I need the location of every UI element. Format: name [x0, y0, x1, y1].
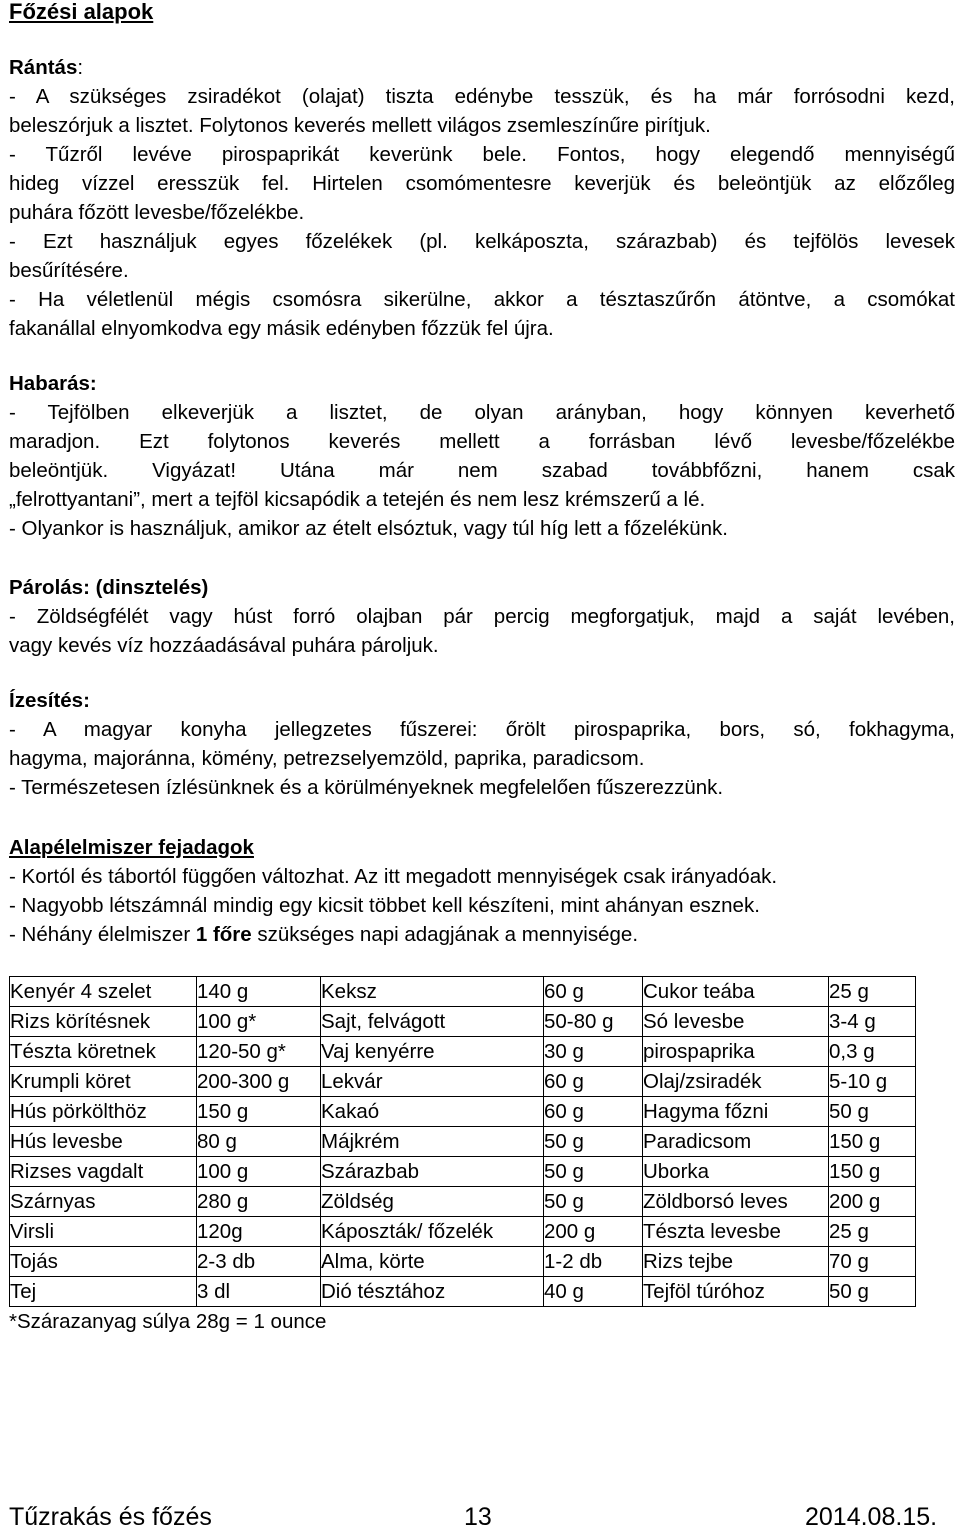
rantas-heading: Rántás [9, 56, 78, 79]
food-item-cell: Tejföl túróhoz [643, 1277, 829, 1307]
food-item-cell: Lekvár [321, 1067, 544, 1097]
food-amount-cell: 60 g [544, 977, 643, 1007]
food-amount-cell: 1-2 db [544, 1247, 643, 1277]
ration-table [9, 976, 916, 1307]
food-item-cell: Hús levesbe [10, 1127, 197, 1157]
rantas-body [9, 82, 955, 343]
food-amount-cell: 50 g [544, 1157, 643, 1187]
section-parolas [9, 573, 955, 660]
rantas-heading-colon: : [77, 56, 84, 79]
rantas-line: - Tűzről levéve pirospaprikát keverünk bele. Fontos, hogy elegendő mennyiségű [9, 143, 955, 166]
habaras-line: maradjon. Ezt folytonos keverés mellett a forrásban lévő levesbe/főzelékbe [9, 430, 955, 453]
food-amount-cell: 40 g [544, 1277, 643, 1307]
fejadagok-heading: Alapélelmiszer fejadagok [9, 836, 254, 859]
fejadagok-line-3-pre: - Néhány élelmiszer [9, 923, 196, 946]
rantas-line: besűrítésére. [9, 259, 129, 282]
food-amount-cell: 50 g [544, 1187, 643, 1217]
table-row [10, 1067, 916, 1097]
food-amount-cell: 100 g* [197, 1007, 321, 1037]
izesites-body [9, 715, 955, 802]
food-item-cell: Kakaó [321, 1097, 544, 1127]
habaras-body [9, 398, 955, 543]
habaras-line: - Tejfölben elkeverjük a lisztet, de olyan arányban, hogy könnyen keverhető [9, 401, 955, 424]
fejadagok-line-3-bold: 1 főre [195, 923, 252, 946]
table-row [10, 1277, 916, 1307]
food-item-cell: Szárazbab [321, 1157, 544, 1187]
food-amount-cell: 200-300 g [197, 1067, 321, 1097]
food-amount-cell: 50 g [829, 1277, 916, 1307]
food-amount-cell: 150 g [829, 1127, 916, 1157]
section-habaras [9, 369, 955, 543]
food-item-cell: Virsli [10, 1217, 197, 1247]
food-item-cell: Májkrém [321, 1127, 544, 1157]
table-row [10, 1247, 916, 1277]
parolas-line: vagy kevés víz hozzáadásával puhára pároljuk. [9, 634, 439, 657]
izesites-line: hagyma, majoránna, kömény, petrezselyemzöld, paprika, paradicsom. [9, 747, 645, 770]
rantas-line: - Ezt használjuk egyes főzelékek (pl. kelkáposzta, szárazbab) és tejfölös levesek [9, 230, 955, 253]
section-rantas [9, 53, 955, 343]
food-amount-cell: 5-10 g [829, 1067, 916, 1097]
food-item-cell: Só levesbe [643, 1007, 829, 1037]
food-item-cell: Paradicsom [643, 1127, 829, 1157]
food-item-cell: Zöldség [321, 1187, 544, 1217]
rantas-line: hideg vízzel eresszük fel. Hirtelen csomómentesre keverjük és beleöntjük az előzőleg [9, 172, 955, 195]
food-amount-cell: 140 g [197, 977, 321, 1007]
section-izesites [9, 686, 955, 802]
table-row [10, 1187, 916, 1217]
food-item-cell: Tészta köretnek [10, 1037, 197, 1067]
food-item-cell: Tészta levesbe [643, 1217, 829, 1247]
food-item-cell: Tej [10, 1277, 197, 1307]
food-amount-cell: 200 g [829, 1187, 916, 1217]
food-item-cell: pirospaprika [643, 1037, 829, 1067]
table-row [10, 1097, 916, 1127]
food-item-cell: Rizses vagdalt [10, 1157, 197, 1187]
food-amount-cell: 3 dl [197, 1277, 321, 1307]
fejadagok-line-3 [9, 920, 955, 949]
parolas-heading: Párolás: (dinsztelés) [9, 576, 209, 599]
food-item-cell: Zöldborsó leves [643, 1187, 829, 1217]
page-title: Főzési alapok [9, 0, 154, 24]
food-amount-cell: 60 g [544, 1067, 643, 1097]
food-amount-cell: 25 g [829, 1217, 916, 1247]
food-item-cell: Rizs tejbe [643, 1247, 829, 1277]
izesites-line: - A magyar konyha jellegzetes fűszerei: őrölt pirospaprika, bors, só, fokhagyma, [9, 718, 955, 741]
table-row [10, 1157, 916, 1187]
table-row [10, 1217, 916, 1247]
food-item-cell: Krumpli köret [10, 1067, 197, 1097]
food-amount-cell: 3-4 g [829, 1007, 916, 1037]
food-amount-cell: 150 g [829, 1157, 916, 1187]
food-amount-cell: 200 g [544, 1217, 643, 1247]
footer-page-number: 13 [464, 1503, 492, 1531]
rantas-line: - Ha véletlenül mégis csomósra sikerülne, akkor a tésztaszűrőn átöntve, a csomókat [9, 288, 955, 311]
habaras-line: beleöntjük. Vigyázat! Utána már nem szabad továbbfőzni, hanem csak [9, 459, 955, 482]
food-item-cell: Dió tésztához [321, 1277, 544, 1307]
food-amount-cell: 70 g [829, 1247, 916, 1277]
footer-date: 2014.08.15. [805, 1503, 938, 1531]
food-item-cell: Tojás [10, 1247, 197, 1277]
table-row [10, 1037, 916, 1067]
food-item-cell: Káposzták/ főzelék [321, 1217, 544, 1247]
food-item-cell: Hús pörkölthöz [10, 1097, 197, 1127]
parolas-line: - Zöldségfélét vagy húst forró olajban pár percig megforgatjuk, majd a saját levében, [9, 605, 955, 628]
food-item-cell: Keksz [321, 977, 544, 1007]
food-amount-cell: 60 g [544, 1097, 643, 1127]
table-row [10, 1127, 916, 1157]
food-item-cell: Kenyér 4 szelet [10, 977, 197, 1007]
food-amount-cell: 100 g [197, 1157, 321, 1187]
table-row [10, 1007, 916, 1037]
food-item-cell: Alma, körte [321, 1247, 544, 1277]
food-item-cell: Hagyma főzni [643, 1097, 829, 1127]
food-amount-cell: 280 g [197, 1187, 321, 1217]
food-item-cell: Uborka [643, 1157, 829, 1187]
food-amount-cell: 120g [197, 1217, 321, 1247]
food-amount-cell: 0,3 g [829, 1037, 916, 1067]
food-item-cell: Rizs körítésnek [10, 1007, 197, 1037]
parolas-body [9, 602, 955, 660]
food-item-cell: Sajt, felvágott [321, 1007, 544, 1037]
izesites-line: - Természetesen ízlésünknek és a körülményeknek megfelelően fűszerezzünk. [9, 776, 724, 799]
food-amount-cell: 150 g [197, 1097, 321, 1127]
food-amount-cell: 25 g [829, 977, 916, 1007]
food-amount-cell: 2-3 db [197, 1247, 321, 1277]
food-amount-cell: 50 g [829, 1097, 916, 1127]
rantas-line: fakanállal elnyomkodva egy másik edényben főzzük fel újra. [9, 317, 554, 340]
habaras-heading: Habarás: [9, 372, 97, 395]
habaras-line: - Olyankor is használjuk, amikor az ételt elsóztuk, vagy túl híg lett a főzelékünk. [9, 517, 728, 540]
footnote: *Szárazanyag súlya 28g = 1 ounce [9, 1310, 327, 1333]
food-amount-cell: 50-80 g [544, 1007, 643, 1037]
footer-title: Tűzrakás és főzés [9, 1503, 212, 1531]
fejadagok-line-2: - Nagyobb létszámnál mindig egy kicsit többet kell készíteni, mint ahányan esznek. [9, 894, 760, 917]
habaras-line: „felrottyantani”, mert a tejföl kicsapódik a tetején és nem lesz krémszerű a lé. [9, 488, 706, 511]
fejadagok-line-1: - Kortól és tábortól függően változhat. Az itt megadott mennyiségek csak irányadóak. [9, 865, 778, 888]
section-fejadagok [9, 833, 955, 949]
food-item-cell: Szárnyas [10, 1187, 197, 1217]
food-item-cell: Vaj kenyérre [321, 1037, 544, 1067]
food-amount-cell: 30 g [544, 1037, 643, 1067]
fejadagok-line-3-post: szükséges napi adagjának a mennyisége. [251, 923, 639, 946]
food-item-cell: Olaj/zsiradék [643, 1067, 829, 1097]
food-amount-cell: 80 g [197, 1127, 321, 1157]
rantas-heading-line [9, 53, 955, 82]
rantas-line: beleszórjuk a lisztet. Folytonos keverés mellett világos zsemleszínűre pirítjuk. [9, 114, 711, 137]
izesites-heading: Ízesítés: [9, 689, 90, 712]
table-row [10, 977, 916, 1007]
food-amount-cell: 50 g [544, 1127, 643, 1157]
food-amount-cell: 120-50 g* [197, 1037, 321, 1067]
food-item-cell: Cukor teába [643, 977, 829, 1007]
rantas-line: - A szükséges zsiradékot (olajat) tiszta edénybe tesszük, és ha már forrósodni kezd, [9, 85, 955, 108]
rantas-line: puhára főzött levesbe/főzelékbe. [9, 201, 305, 224]
